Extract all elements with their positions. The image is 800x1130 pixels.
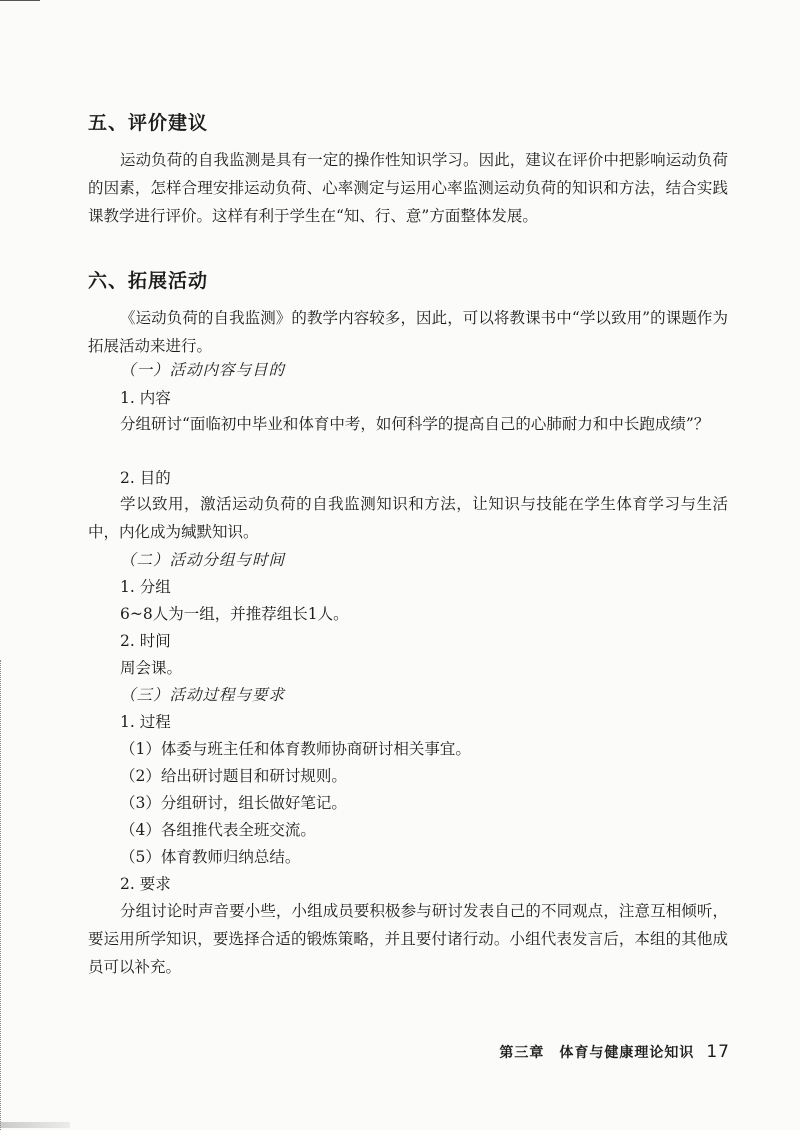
process-step: （5）体育教师归纳总结。 bbox=[120, 848, 301, 866]
process-step: （1）体委与班主任和体育教师协商研讨相关事宜。 bbox=[120, 740, 471, 758]
process-step: （4）各组推代表全班交流。 bbox=[120, 821, 316, 839]
chapter-title: 第三章 体育与健康理论知识 bbox=[499, 1045, 695, 1061]
section-heading-extension: 六、拓展活动 bbox=[88, 270, 209, 292]
item-text-time: 周会课。 bbox=[120, 659, 183, 677]
page-footer bbox=[499, 1042, 730, 1062]
page-number: 17 bbox=[706, 1042, 730, 1062]
process-step: （3）分组研讨，组长做好笔记。 bbox=[120, 794, 347, 812]
section-heading-evaluation: 五、评价建议 bbox=[88, 112, 209, 134]
evaluation-paragraph: 运动负荷的自我监测是具有一定的操作性知识学习。因此，建议在评价中把影响运动负荷的因素，怎样合理安排运动负荷、心率测定与运用心率监测运动负荷的知识和方法，结合实践课教学进行评价。这样有利于学生在“知、行、意”方面整体发展。 bbox=[88, 151, 728, 225]
item-text-requirements: 分组讨论时声音要小些，小组成员要积极参与研讨发表自己的不同观点，注意互相倾听，要运用所学知识，要选择合适的锻炼策略，并且要付诸行动。小组代表发言后，本组的其他成员可以补充。 bbox=[88, 902, 728, 976]
extension-intro: 《运动负荷的自我监测》的教学内容较多，因此，可以将教课书中“学以致用”的课题作为拓展活动来进行。 bbox=[88, 309, 728, 355]
scan-edge-bottom bbox=[0, 1122, 70, 1128]
subsection-title-content: （一）活动内容与目的 bbox=[120, 361, 286, 379]
process-step: （2）给出研讨题目和研讨规则。 bbox=[120, 767, 347, 785]
scan-mark-top bbox=[0, 0, 40, 9]
item-title-process: 1. 过程 bbox=[120, 713, 171, 731]
item-title-grouping: 1. 分组 bbox=[120, 578, 171, 596]
item-text-purpose: 学以致用，激活运动负荷的自我监测知识和方法，让知识与技能在学生体育学习与生活中，内化成为缄默知识。 bbox=[88, 495, 728, 541]
item-text-content: 分组研讨“面临初中毕业和体育中考，如何科学的提高自己的心肺耐力和中长跑成绩”？ bbox=[120, 415, 710, 433]
item-text-grouping: 6~8人为一组，并推荐组长1人。 bbox=[120, 605, 349, 623]
item-title-time: 2. 时间 bbox=[120, 632, 171, 650]
item-title-content: 1. 内容 bbox=[120, 389, 171, 407]
item-title-requirements: 2. 要求 bbox=[120, 875, 171, 893]
scan-edge-left bbox=[0, 660, 7, 1130]
subsection-title-grouping: （二）活动分组与时间 bbox=[120, 551, 286, 569]
subsection-title-process: （三）活动过程与要求 bbox=[120, 686, 286, 704]
item-title-purpose: 2. 目的 bbox=[120, 469, 171, 487]
